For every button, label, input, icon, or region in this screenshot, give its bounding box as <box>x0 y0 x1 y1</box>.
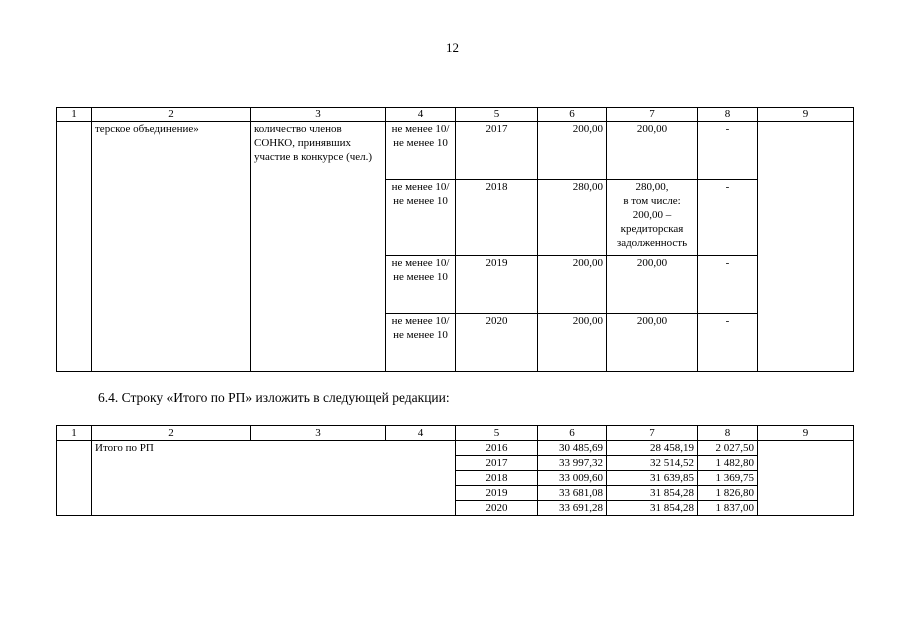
header-cell: 7 <box>607 108 698 122</box>
header-cell: 6 <box>538 108 607 122</box>
header-cell: 8 <box>698 108 758 122</box>
col9-cell <box>758 122 854 372</box>
table-row <box>57 441 854 456</box>
table-header-row <box>57 426 854 441</box>
fact-cell: 200,00 <box>607 256 698 314</box>
value-cell: 1 482,80 <box>698 456 758 471</box>
target-cell: не менее 10/ не менее 10 <box>386 256 456 314</box>
target-cell: не менее 10/ не менее 10 <box>386 180 456 256</box>
header-cell: 7 <box>607 426 698 441</box>
plan-cell: 200,00 <box>538 122 607 180</box>
year-cell: 2018 <box>456 180 538 256</box>
value-cell: 31 854,28 <box>607 501 698 516</box>
table-row <box>57 122 854 180</box>
object-name-cell: терское объединение» <box>92 122 251 372</box>
value-cell: 32 514,52 <box>607 456 698 471</box>
value-cell: 1 826,80 <box>698 486 758 501</box>
value-cell: 31 639,85 <box>607 471 698 486</box>
target-cell: не менее 10/ не менее 10 <box>386 314 456 372</box>
value-cell: 28 458,19 <box>607 441 698 456</box>
header-cell: 5 <box>456 426 538 441</box>
value-cell: 31 854,28 <box>607 486 698 501</box>
year-cell: 2017 <box>456 456 538 471</box>
fact-cell: 200,00 <box>607 314 698 372</box>
indicator-cell: количество членов СОНКО, принявших участие в конкурсе (чел.) <box>251 122 386 372</box>
plan-cell: 280,00 <box>538 180 607 256</box>
header-cell: 2 <box>92 426 251 441</box>
header-cell: 2 <box>92 108 251 122</box>
table-header-row <box>57 108 854 122</box>
header-cell: 9 <box>758 108 854 122</box>
header-cell: 3 <box>251 108 386 122</box>
value-cell: 33 681,08 <box>538 486 607 501</box>
year-cell: 2019 <box>456 256 538 314</box>
header-cell: 5 <box>456 108 538 122</box>
plan-cell: 200,00 <box>538 314 607 372</box>
empty-cell <box>57 122 92 372</box>
value-cell: 33 691,28 <box>538 501 607 516</box>
col8-cell: - <box>698 256 758 314</box>
year-cell: 2018 <box>456 471 538 486</box>
target-cell: не менее 10/ не менее 10 <box>386 122 456 180</box>
col8-cell: - <box>698 122 758 180</box>
header-cell: 9 <box>758 426 854 441</box>
value-cell: 30 485,69 <box>538 441 607 456</box>
value-cell: 1 837,00 <box>698 501 758 516</box>
col8-cell: - <box>698 180 758 256</box>
header-cell: 4 <box>386 108 456 122</box>
total-label-cell: Итого по РП <box>92 441 456 516</box>
col8-cell: - <box>698 314 758 372</box>
empty-cell <box>57 441 92 516</box>
instruction-paragraph: 6.4. Строку «Итого по РП» изложить в следующей редакции: <box>98 390 450 405</box>
fact-cell: 280,00, в том числе: 200,00 – кредиторская задолженность <box>607 180 698 256</box>
value-cell: 33 997,32 <box>538 456 607 471</box>
year-cell: 2020 <box>456 501 538 516</box>
value-cell: 1 369,75 <box>698 471 758 486</box>
year-cell: 2017 <box>456 122 538 180</box>
value-cell: 33 009,60 <box>538 471 607 486</box>
continuation-table <box>56 107 854 372</box>
value-cell: 2 027,50 <box>698 441 758 456</box>
year-cell: 2020 <box>456 314 538 372</box>
fact-cell: 200,00 <box>607 122 698 180</box>
header-cell: 8 <box>698 426 758 441</box>
year-cell: 2016 <box>456 441 538 456</box>
header-cell: 6 <box>538 426 607 441</box>
year-cell: 2019 <box>456 486 538 501</box>
plan-cell: 200,00 <box>538 256 607 314</box>
header-cell: 1 <box>57 426 92 441</box>
header-cell: 4 <box>386 426 456 441</box>
page-number: 12 <box>446 40 459 55</box>
header-cell: 1 <box>57 108 92 122</box>
total-table <box>56 425 854 516</box>
col9-cell <box>758 441 854 516</box>
header-cell: 3 <box>251 426 386 441</box>
